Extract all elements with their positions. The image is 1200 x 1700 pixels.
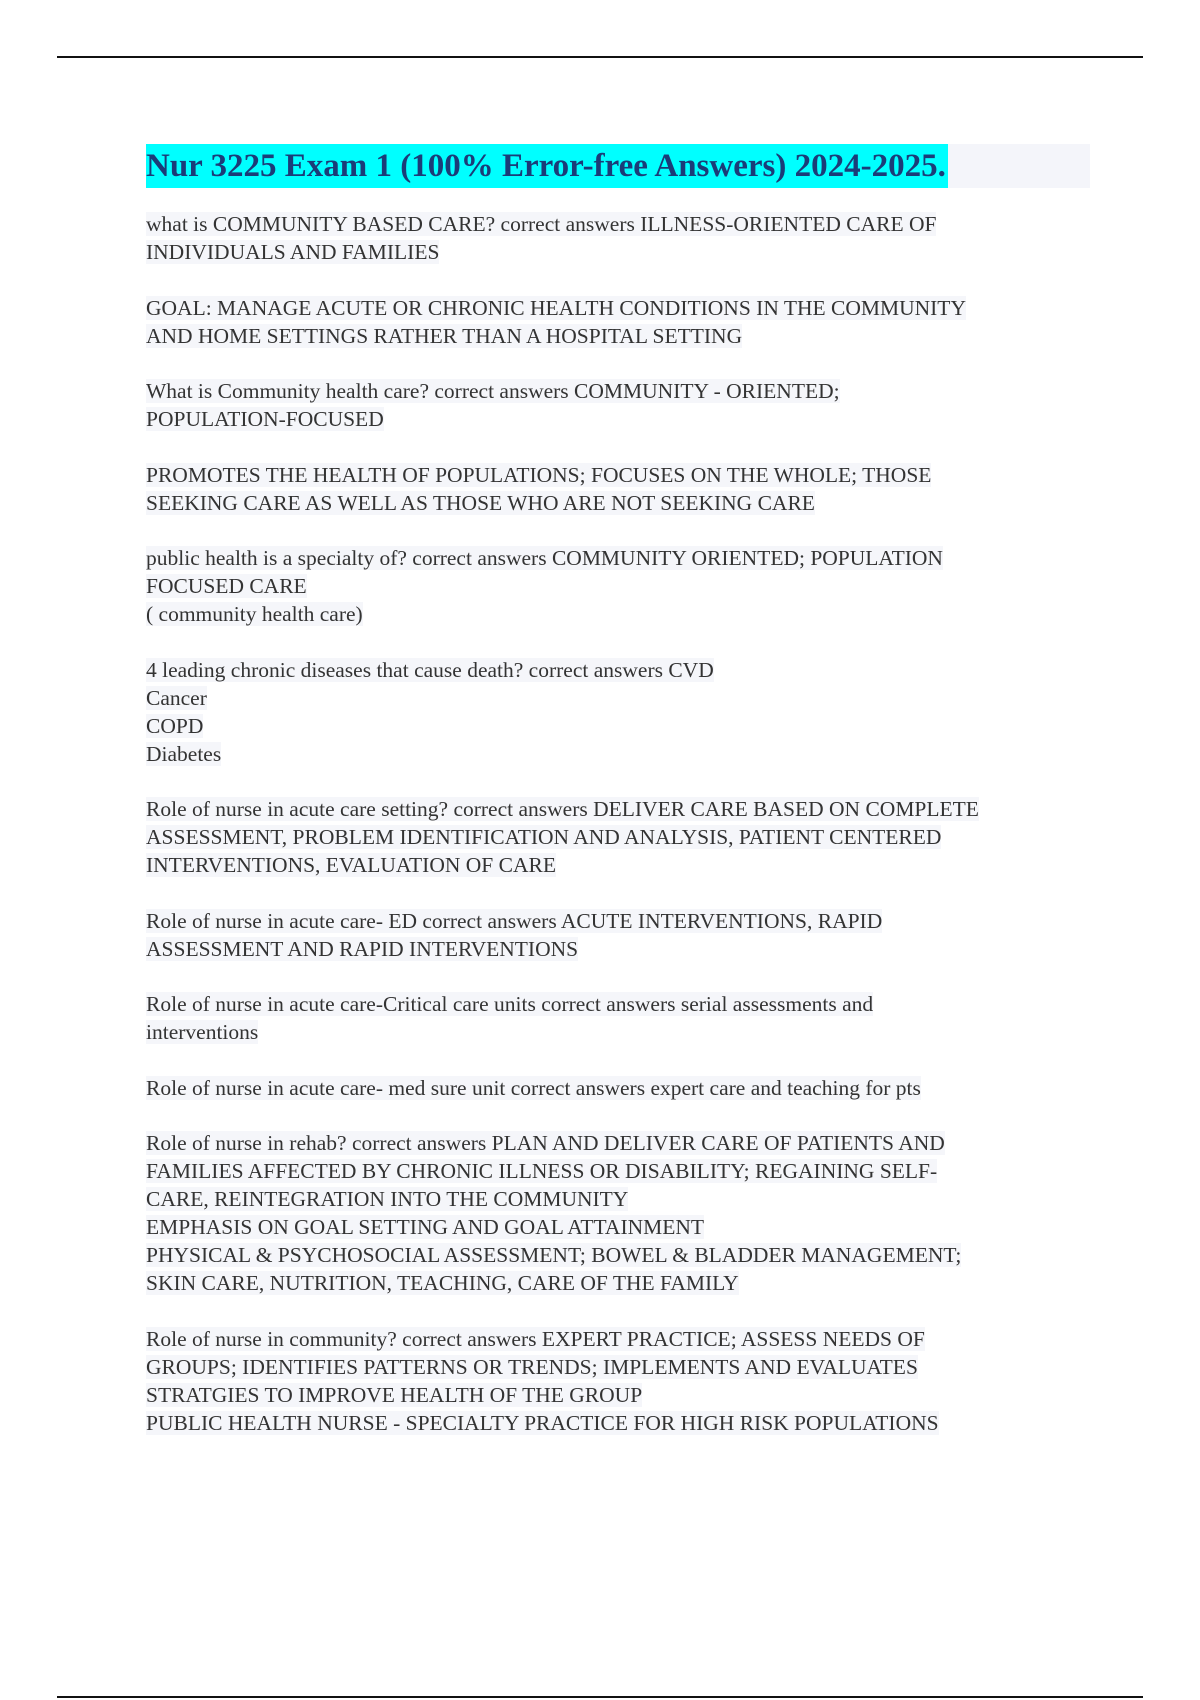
qa-line-text: what is COMMUNITY BASED CARE? correct answers ILLNESS-ORIENTED CARE OF xyxy=(146,212,937,236)
qa-entry xyxy=(146,1074,1092,1102)
qa-line xyxy=(146,600,1092,628)
qa-line-text: What is Community health care? correct answers COMMUNITY - ORIENTED; xyxy=(146,379,840,403)
qa-line-text: Diabetes xyxy=(146,741,222,766)
qa-line xyxy=(146,210,1092,238)
qa-line-text: Role of nurse in acute care- med sure unit correct answers expert care and teaching for pts xyxy=(146,1075,921,1100)
qa-entry xyxy=(146,1129,1092,1297)
qa-line-text: Role of nurse in acute care- ED correct answers ACUTE INTERVENTIONS, RAPID xyxy=(146,908,883,933)
qa-line xyxy=(146,322,1092,350)
qa-line xyxy=(146,489,1092,517)
qa-entry xyxy=(146,795,1092,879)
qa-line xyxy=(146,851,1092,879)
qa-entry xyxy=(146,544,1092,628)
qa-line-text: PUBLIC HEALTH NURSE - SPECIALTY PRACTICE FOR HIGH RISK POPULATIONS xyxy=(146,1410,939,1435)
qa-line xyxy=(146,1185,1092,1213)
qa-line xyxy=(146,1018,1092,1046)
qa-line-text: SEEKING CARE AS WELL AS THOSE WHO ARE NOT SEEKING CARE xyxy=(146,490,815,515)
qa-line xyxy=(146,1409,1092,1437)
qa-line-text: AND HOME SETTINGS RATHER THAN A HOSPITAL SETTING xyxy=(146,323,743,348)
qa-line xyxy=(146,1074,1092,1102)
qa-line xyxy=(146,795,1092,823)
qa-line-text: Role of nurse in community? correct answers EXPERT PRACTICE; ASSESS NEEDS OF xyxy=(146,1326,925,1351)
qa-line xyxy=(146,1157,1092,1185)
qa-line-text: COPD xyxy=(146,713,204,738)
qa-entry xyxy=(146,210,1092,266)
qa-line-text: INTERVENTIONS, EVALUATION OF CARE xyxy=(146,853,556,877)
qa-line xyxy=(146,1129,1092,1157)
qa-line xyxy=(146,238,1092,266)
qa-line xyxy=(146,405,1092,433)
qa-line-text: GROUPS; IDENTIFIES PATTERNS OR TRENDS; IMPLEMENTS AND EVALUATES xyxy=(146,1354,918,1379)
qa-entry xyxy=(146,377,1092,433)
bottom-rule xyxy=(57,1696,1143,1698)
document-body xyxy=(146,144,1092,1464)
qa-line-text: ASSESSMENT AND RAPID INTERVENTIONS xyxy=(146,936,579,961)
qa-line xyxy=(146,572,1092,600)
qa-line-text: ASSESSMENT, PROBLEM IDENTIFICATION AND ANALYSIS, PATIENT CENTERED xyxy=(146,825,942,849)
qa-list xyxy=(146,210,1092,1437)
qa-line-text: CARE, REINTEGRATION INTO THE COMMUNITY xyxy=(146,1187,629,1211)
qa-line xyxy=(146,740,1092,768)
qa-line-text: INDIVIDUALS AND FAMILIES xyxy=(146,240,440,264)
qa-entry xyxy=(146,907,1092,963)
qa-line-text: PHYSICAL & PSYCHOSOCIAL ASSESSMENT; BOWEL & BLADDER MANAGEMENT; xyxy=(146,1243,962,1267)
qa-line-text: POPULATION-FOCUSED xyxy=(146,407,384,431)
qa-line xyxy=(146,712,1092,740)
qa-line xyxy=(146,684,1092,712)
qa-entry xyxy=(146,656,1092,768)
qa-line xyxy=(146,1269,1092,1297)
qa-line-text: ( community health care) xyxy=(146,602,363,626)
qa-line xyxy=(146,1381,1092,1409)
qa-line xyxy=(146,907,1092,935)
qa-line-text: Cancer xyxy=(146,685,207,710)
qa-line-text: interventions xyxy=(146,1020,259,1044)
qa-line xyxy=(146,1353,1092,1381)
qa-line-text: 4 leading chronic diseases that cause death? correct answers CVD xyxy=(146,657,714,682)
qa-line-text: FAMILIES AFFECTED BY CHRONIC ILLNESS OR DISABILITY; REGAINING SELF- xyxy=(146,1159,938,1183)
qa-entry xyxy=(146,461,1092,517)
qa-line-text: EMPHASIS ON GOAL SETTING AND GOAL ATTAINMENT xyxy=(146,1215,705,1239)
qa-line xyxy=(146,935,1092,963)
qa-line xyxy=(146,1241,1092,1269)
qa-line-text: Role of nurse in acute care-Critical care units correct answers serial assessments and xyxy=(146,992,874,1016)
qa-line xyxy=(146,1213,1092,1241)
qa-entry xyxy=(146,1325,1092,1437)
qa-line-text: SKIN CARE, NUTRITION, TEACHING, CARE OF THE FAMILY xyxy=(146,1271,739,1295)
qa-line-text: STRATGIES TO IMPROVE HEALTH OF THE GROUP xyxy=(146,1382,643,1407)
qa-line xyxy=(146,377,1092,405)
qa-line xyxy=(146,294,1092,322)
qa-entry xyxy=(146,294,1092,350)
qa-line xyxy=(146,1325,1092,1353)
qa-line xyxy=(146,656,1092,684)
qa-line-text: Role of nurse in acute care setting? correct answers DELIVER CARE BASED ON COMPLETE xyxy=(146,797,979,821)
title-bar xyxy=(146,144,1090,188)
top-rule xyxy=(57,56,1143,58)
qa-line xyxy=(146,544,1092,572)
qa-line xyxy=(146,990,1092,1018)
qa-line-text: public health is a specialty of? correct answers COMMUNITY ORIENTED; POPULATION xyxy=(146,546,943,570)
qa-line xyxy=(146,461,1092,489)
qa-line-text: Role of nurse in rehab? correct answers PLAN AND DELIVER CARE OF PATIENTS AND xyxy=(146,1131,945,1155)
qa-line-text: FOCUSED CARE xyxy=(146,574,307,598)
qa-line-text: PROMOTES THE HEALTH OF POPULATIONS; FOCUSES ON THE WHOLE; THOSE xyxy=(146,462,932,487)
qa-entry xyxy=(146,990,1092,1046)
document-title: Nur 3225 Exam 1 (100% Error-free Answers) 2024-2025. xyxy=(146,144,948,188)
qa-line-text: GOAL: MANAGE ACUTE OR CHRONIC HEALTH CONDITIONS IN THE COMMUNITY xyxy=(146,295,966,320)
qa-line xyxy=(146,823,1092,851)
